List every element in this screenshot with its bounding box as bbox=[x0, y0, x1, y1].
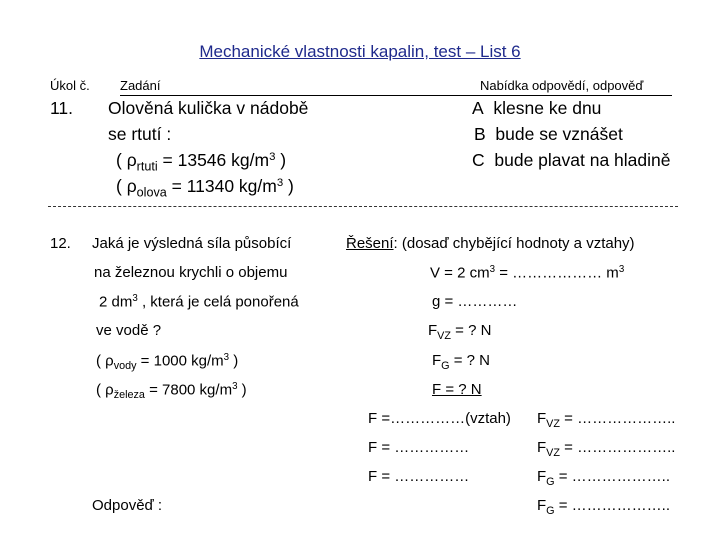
q12-gravity[interactable]: g = ………… bbox=[432, 293, 518, 310]
header-underline bbox=[120, 95, 672, 96]
header-task: Zadání bbox=[120, 78, 161, 93]
q12-answer-label: Odpověď : bbox=[92, 497, 163, 514]
q12-resultant-force: F = ? N bbox=[432, 381, 482, 398]
q12-task-volume: 2 $dm^3$ , která je celá ponořená bbox=[99, 293, 299, 311]
q12-solution-heading: Řešení: (dosaď chybějící hodnoty a vztahy) bbox=[346, 235, 635, 252]
q12-gravity-blank-1[interactable]: $F_G$ = ……………….. bbox=[537, 468, 671, 488]
q11-density-mercury: ( $\rho_{rtuti} = 13546$ $kg/m^3$ ) bbox=[116, 150, 287, 174]
q12-density-water: ( $\rho_{vody} = 1000$ $kg/m^3$ ) bbox=[96, 352, 239, 373]
q12-task-line4: ve vodě ? bbox=[96, 322, 162, 339]
q12-force-blank-1[interactable]: F = …………… bbox=[368, 439, 470, 456]
option-letter: A bbox=[472, 98, 484, 118]
option-text: bude se vznášet bbox=[495, 124, 623, 144]
q12-buoyant-blank-1[interactable]: $F_{VZ}$ = ……………….. bbox=[537, 410, 676, 430]
q12-force-blank-2[interactable]: F = …………… bbox=[368, 468, 470, 485]
q11-option-c[interactable] bbox=[472, 150, 671, 171]
q11-number: 11. bbox=[50, 98, 74, 118]
option-letter: C bbox=[472, 150, 485, 170]
q11-option-a[interactable] bbox=[472, 98, 601, 119]
q12-number: 12. bbox=[50, 235, 71, 252]
option-text: bude plavat na hladině bbox=[494, 150, 671, 170]
option-letter: B bbox=[474, 124, 486, 144]
q12-formula-blank[interactable]: F =……………(vztah) bbox=[368, 410, 511, 427]
q12-density-iron: ( $\rho_{železa} = 7800$ $kg/m^3$ ) bbox=[96, 381, 247, 402]
q11-text-line1: Olověná kulička v nádobě bbox=[108, 98, 309, 118]
q12-buoyant-force: $F_{VZ}$ = ? N bbox=[428, 322, 492, 342]
q12-task-line1: Jaká je výsledná síla působící bbox=[92, 235, 292, 252]
q11-text-line2: se rtutí : bbox=[108, 124, 172, 144]
q12-gravity-blank-2[interactable]: $F_G$ = ……………….. bbox=[537, 497, 671, 517]
q12-volume-conversion[interactable]: V = 2 $cm^3$ = ……………… $m^3$ bbox=[430, 264, 625, 282]
q11-option-b[interactable] bbox=[474, 124, 623, 145]
header-task-number: Úkol č. bbox=[50, 78, 90, 93]
option-text: klesne ke dnu bbox=[493, 98, 602, 118]
q12-gravity-force: $F_G$ = ? N bbox=[432, 352, 491, 372]
q12-buoyant-blank-2[interactable]: $F_{VZ}$ = ……………….. bbox=[537, 439, 676, 459]
header-answers: Nabídka odpovědí, odpověď bbox=[480, 78, 644, 93]
page-title: Mechanické vlastnosti kapalin, test – List 6 bbox=[199, 42, 521, 61]
q12-task-line2: na železnou krychli o objemu bbox=[94, 264, 288, 281]
q11-density-lead: ( $\rho_{olova} = 11340$ $kg/m^3$ ) bbox=[116, 176, 294, 200]
dashed-divider bbox=[48, 206, 678, 207]
